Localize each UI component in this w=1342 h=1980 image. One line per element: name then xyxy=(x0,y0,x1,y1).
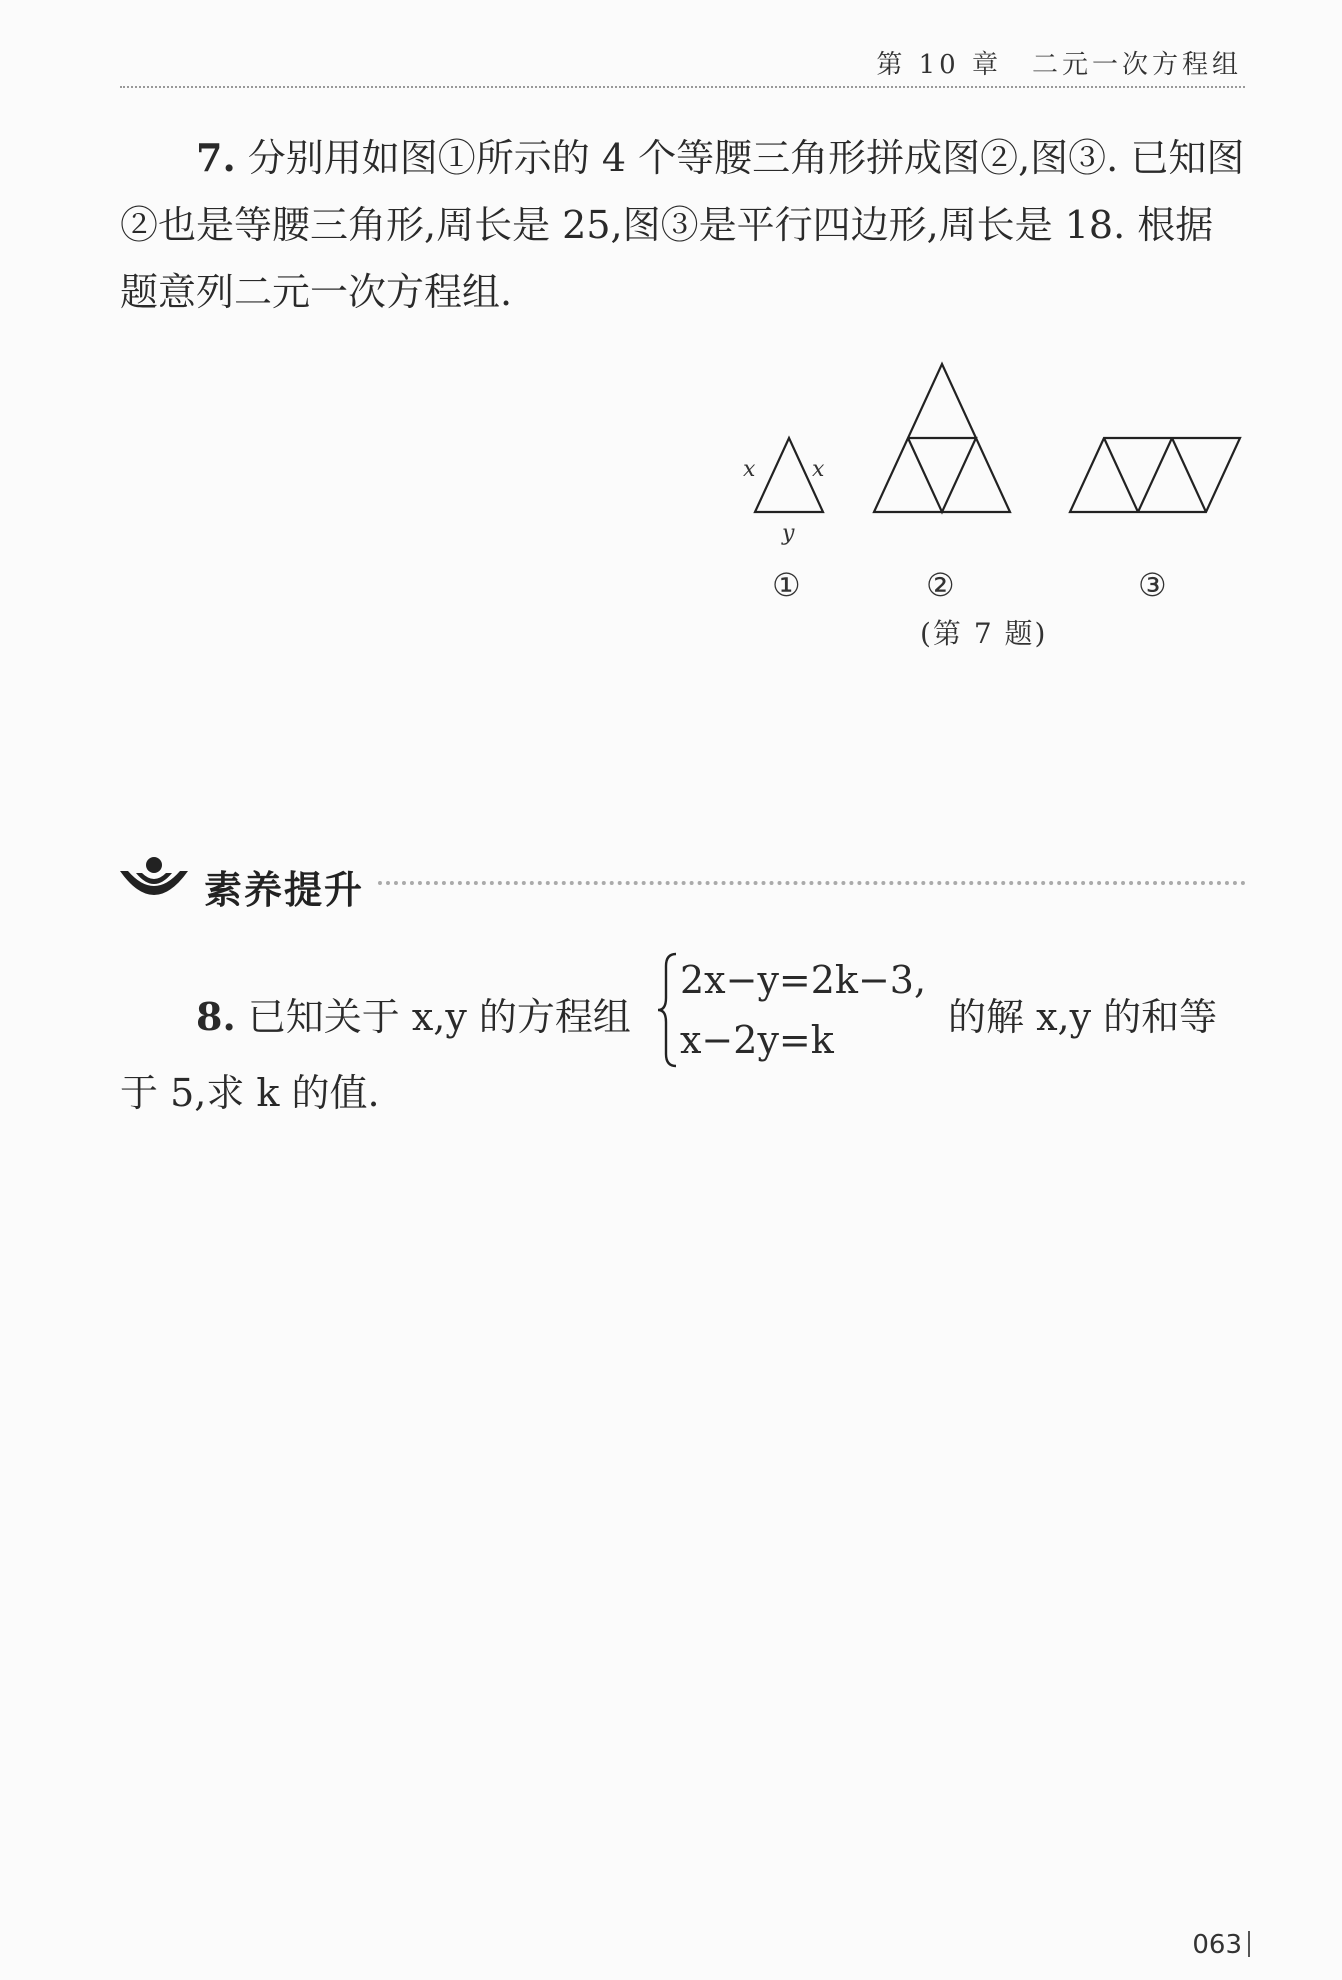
system-equation-1: 2x−y=2k−3, xyxy=(680,958,927,1002)
question-8-line-2: 于 5,求 k 的值. xyxy=(120,1071,380,1115)
figure-1-side-label-right: x xyxy=(812,457,825,482)
question-7 xyxy=(120,124,1245,326)
question-8-number: 8. xyxy=(196,994,236,1039)
figure-caption: (第 7 题) xyxy=(920,617,1048,650)
question-8-lead xyxy=(196,986,631,1041)
system-brace xyxy=(654,948,680,1072)
question-7-number: 7. xyxy=(196,135,236,180)
figure-3-inner-line xyxy=(1172,438,1206,512)
figure-2-label: ② xyxy=(926,566,955,604)
section-title: 素养提升 xyxy=(204,868,365,912)
question-7-figure xyxy=(720,350,1260,620)
section-smile-icon xyxy=(116,855,192,911)
figure-1-label: ① xyxy=(772,566,801,604)
question-8-tail: 的解 x,y 的和等 xyxy=(948,995,1218,1039)
section-dotted-rule xyxy=(378,881,1246,885)
figure-3-inner-line xyxy=(1104,438,1138,512)
question-7-text: 分别用如图①所示的 4 个等腰三角形拼成图②,图③. 已知图②也是等腰三角形,周长是 25,图③是平行四边形,周长是 18. 根据题意列二元一次方程组. xyxy=(120,136,1245,314)
page-number: 063 xyxy=(1192,1930,1250,1960)
figure-1-base-label: y xyxy=(782,521,795,546)
question-8-lead-text: 已知关于 x,y 的方程组 xyxy=(247,995,631,1039)
figure-3-inner-line xyxy=(1138,438,1172,512)
section-header xyxy=(116,855,1246,911)
figure-1-side-label-left: x xyxy=(743,457,756,482)
chapter-header: 第 10 章 二元一次方程组 xyxy=(876,50,1242,80)
figure-3-label: ③ xyxy=(1138,566,1167,604)
figure-2-inner-lines xyxy=(908,438,976,512)
system-equation-2: x−2y=k xyxy=(680,1018,834,1062)
header-rule xyxy=(120,86,1245,88)
